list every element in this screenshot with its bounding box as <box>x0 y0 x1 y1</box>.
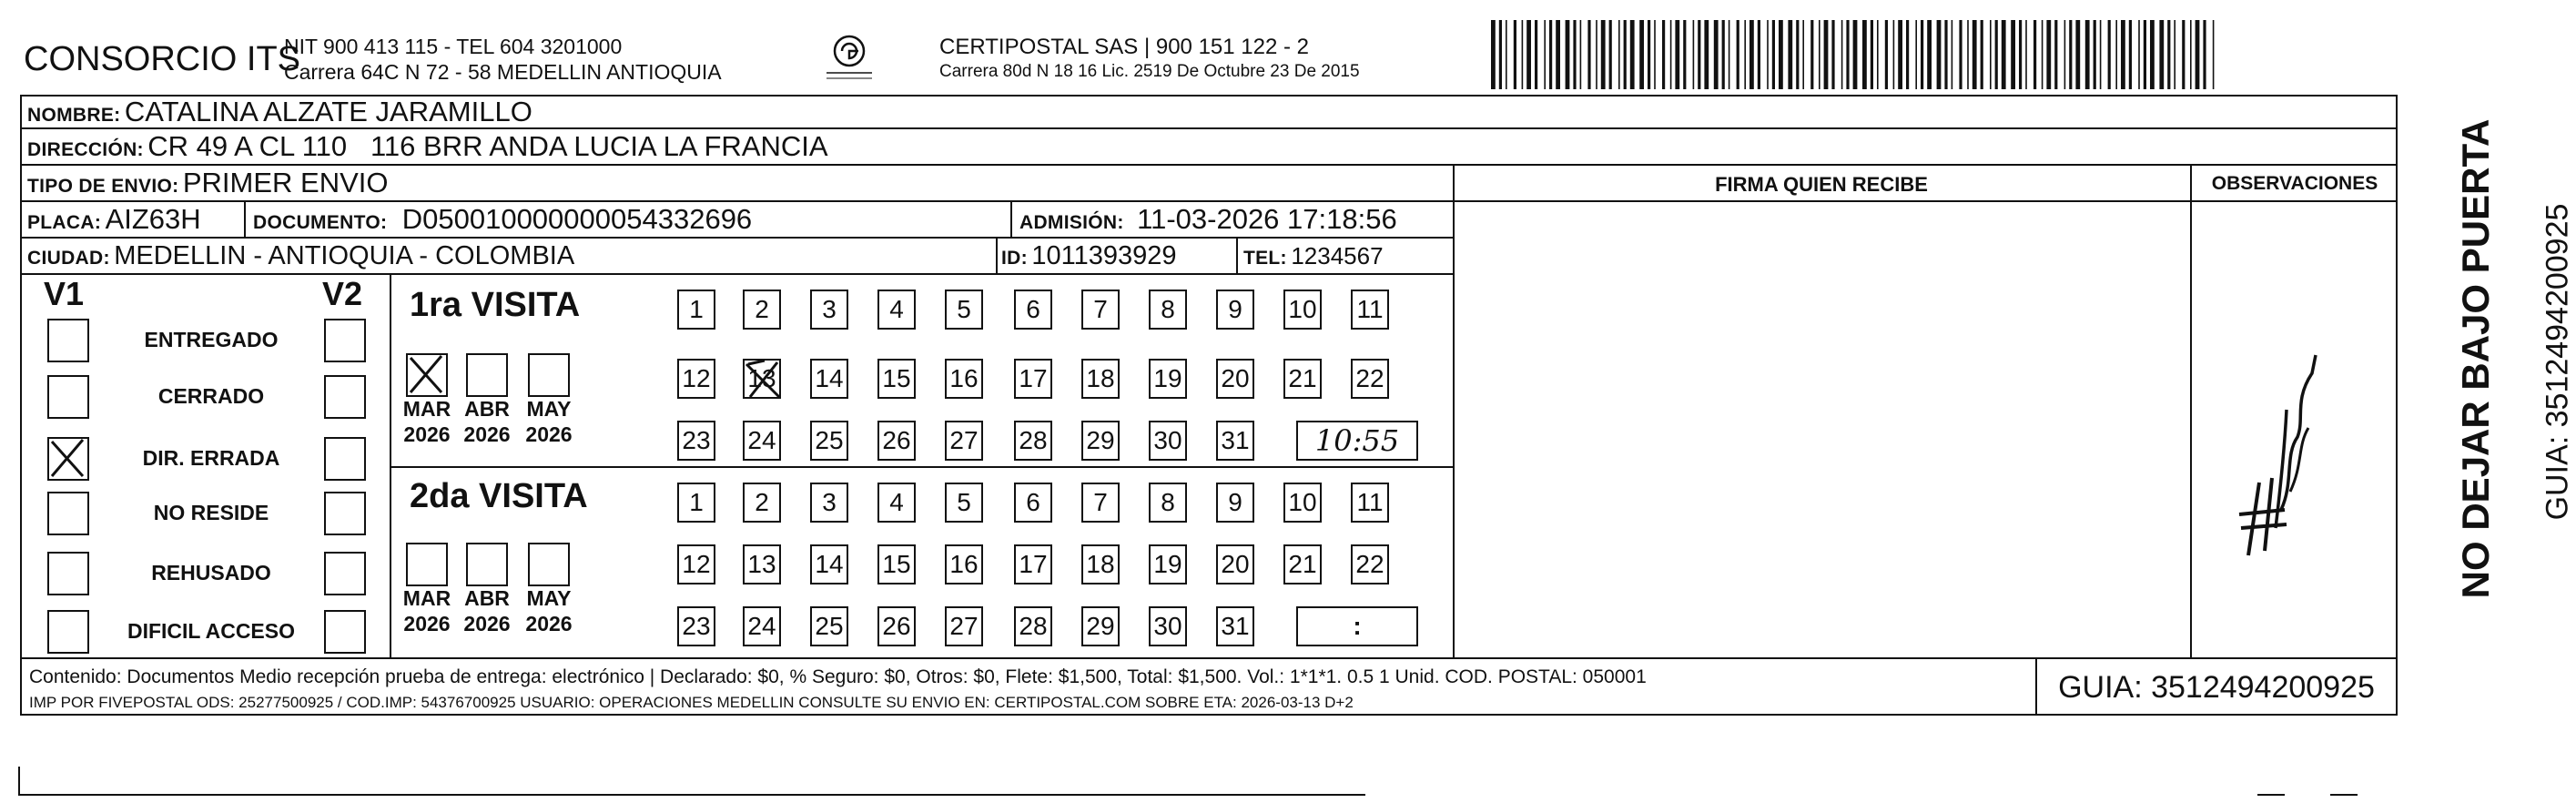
plate-value: AIZ63H <box>105 203 201 235</box>
visit1-day-box[interactable]: 17 <box>1014 359 1052 399</box>
name-label: NOMBRE: <box>27 105 121 126</box>
visit2-day-box[interactable]: 22 <box>1351 544 1389 584</box>
v2-checkbox[interactable] <box>324 375 366 419</box>
visit1-day-box[interactable]: 12 <box>677 359 715 399</box>
type-row <box>27 168 389 204</box>
status-label: DIR. ERRADA <box>142 446 280 470</box>
visit2-month-checkbox[interactable] <box>466 543 508 586</box>
visit1-year-label: 2026 <box>463 422 511 446</box>
address-row <box>27 131 828 168</box>
visit1-day-box[interactable]: 9 <box>1216 290 1254 330</box>
visit2-day-box[interactable]: 28 <box>1014 606 1052 646</box>
visit1-day-box[interactable]: 25 <box>810 421 848 461</box>
visit2-day-box[interactable]: 11 <box>1351 483 1389 523</box>
visit2-day-box[interactable]: 23 <box>677 606 715 646</box>
visit1-day-box[interactable]: 27 <box>945 421 983 461</box>
id-row <box>1001 240 1177 276</box>
visit1-day-box[interactable]: 10 <box>1283 290 1322 330</box>
visit1-day-box[interactable]: 16 <box>945 359 983 399</box>
side-warning: NO DEJAR BAJO PUERTA <box>2454 118 2497 599</box>
document-label: DOCUMENTO: <box>253 212 388 233</box>
status-label: NO RESIDE <box>153 501 269 524</box>
visit2-day-box[interactable]: 20 <box>1216 544 1254 584</box>
visit2-day-box[interactable]: 26 <box>877 606 916 646</box>
visit1-year-label: 2026 <box>525 422 573 446</box>
visit2-time-box[interactable]: : <box>1296 606 1418 646</box>
visit2-day-box[interactable]: 15 <box>877 544 916 584</box>
visit2-month-label: ABR <box>464 586 510 610</box>
visit1-day-box[interactable]: 26 <box>877 421 916 461</box>
visit1-day-box[interactable]: 22 <box>1351 359 1389 399</box>
visit2-day-box[interactable]: 13 <box>743 544 781 584</box>
address-value: CR 49 A CL 110 116 BRR ANDA LUCIA LA FRANCIA <box>147 130 828 162</box>
visit2-day-box[interactable]: 12 <box>677 544 715 584</box>
visit2-day-box[interactable]: 10 <box>1283 483 1322 523</box>
visit1-day-box[interactable]: 4 <box>877 290 916 330</box>
tel-label: TEL: <box>1243 248 1287 269</box>
document-row <box>253 204 752 240</box>
footer-guia: GUIA: 3512494200925 <box>2058 670 2375 705</box>
visit2-day-box[interactable]: 9 <box>1216 483 1254 523</box>
visit1-time-box[interactable]: 10:55 <box>1296 421 1418 461</box>
company-info-line-1: NIT 900 413 115 - TEL 604 3201000 <box>284 35 623 58</box>
carrier-line-1: CERTIPOSTAL SAS | 900 151 122 - 2 <box>939 35 1309 59</box>
visit2-day-box[interactable]: 6 <box>1014 483 1052 523</box>
visit2-day-box[interactable]: 3 <box>810 483 848 523</box>
visit2-day-box[interactable]: 17 <box>1014 544 1052 584</box>
visit2-day-box[interactable]: 4 <box>877 483 916 523</box>
visit1-day-box[interactable]: 13 <box>743 359 781 399</box>
v2-heading: V2 <box>322 275 363 312</box>
admission-row <box>1019 204 1397 240</box>
visit1-day-box[interactable]: 11 <box>1351 290 1389 330</box>
visit2-day-box[interactable]: 1 <box>677 483 715 523</box>
id-label: ID: <box>1001 248 1028 269</box>
v1-checkbox[interactable] <box>47 552 89 595</box>
visit2-day-box[interactable]: 19 <box>1149 544 1187 584</box>
v2-checkbox[interactable] <box>324 319 366 362</box>
visit2-day-box[interactable]: 25 <box>810 606 848 646</box>
certipostal-logo-icon <box>817 33 881 87</box>
visit1-year-label: 2026 <box>403 422 451 446</box>
visit1-day-box[interactable]: 18 <box>1081 359 1120 399</box>
visit1-day-box[interactable]: 19 <box>1149 359 1187 399</box>
plate-row <box>27 204 201 240</box>
observaciones-heading: OBSERVACIONES <box>2211 173 2378 194</box>
visit2-day-box[interactable]: 8 <box>1149 483 1187 523</box>
visit1-title: 1ra VISITA <box>410 286 581 324</box>
plate-label: PLACA: <box>27 212 102 233</box>
side-guia: GUIA: 3512494200925 <box>2540 203 2575 521</box>
admission-value: 11-03-2026 17:18:56 <box>1137 203 1397 235</box>
visit2-day-box[interactable]: 21 <box>1283 544 1322 584</box>
visit2-month-checkbox[interactable] <box>406 543 448 586</box>
status-label: CERRADO <box>157 384 265 408</box>
visit1-month-checkbox[interactable] <box>466 353 508 397</box>
v1-checkbox[interactable] <box>47 492 89 535</box>
visit2-day-box[interactable]: 7 <box>1081 483 1120 523</box>
visit2-day-box[interactable]: 18 <box>1081 544 1120 584</box>
visit1-day-box[interactable]: 21 <box>1283 359 1322 399</box>
v1-checkbox[interactable] <box>47 375 89 419</box>
visit1-month-label: MAR <box>402 397 451 421</box>
firma-heading: FIRMA QUIEN RECIBE <box>1715 173 1928 196</box>
v1-checkbox[interactable] <box>47 319 89 362</box>
visit2-day-box[interactable]: 16 <box>945 544 983 584</box>
barcode <box>1489 20 2217 89</box>
id-value: 1011393929 <box>1031 241 1177 270</box>
visit1-day-box[interactable]: 3 <box>810 290 848 330</box>
status-label: ENTREGADO <box>144 328 279 351</box>
v2-checkbox[interactable] <box>324 610 366 654</box>
tel-row <box>1243 240 1384 276</box>
visit1-day-box[interactable]: 8 <box>1149 290 1187 330</box>
company-info-line-2: Carrera 64C N 72 - 58 MEDELLIN ANTIOQUIA <box>284 60 722 84</box>
visit1-day-box[interactable]: 2 <box>743 290 781 330</box>
address-label: DIRECCIÓN: <box>27 139 144 160</box>
visit2-day-box[interactable]: 27 <box>945 606 983 646</box>
visit2-day-box[interactable]: 29 <box>1081 606 1120 646</box>
signature-scribble <box>2221 346 2330 564</box>
visit1-month-label: ABR <box>464 397 510 421</box>
v2-checkbox[interactable] <box>324 492 366 535</box>
visit1-day-box[interactable]: 29 <box>1081 421 1120 461</box>
visit2-day-box[interactable]: 30 <box>1149 606 1187 646</box>
footer-line-2: IMP POR FIVEPOSTAL ODS: 25277500925 / COD.IMP: 54376700925 USUARIO: OPERACIONES MEDELLIN CONSULTE SU ENVIO EN: CERTIPOSTAL.COM SOBRE ETA: 2026-03-13 D+2 <box>29 694 1354 711</box>
visit1-day-box[interactable]: 7 <box>1081 290 1120 330</box>
visit1-day-box[interactable]: 5 <box>945 290 983 330</box>
visit1-month-label: MAY <box>526 397 572 421</box>
carrier-line-2: Carrera 80d N 18 16 Lic. 2519 De Octubre 23 De 2015 <box>939 62 1360 81</box>
v2-checkbox[interactable] <box>324 437 366 481</box>
visit1-day-box[interactable]: 20 <box>1216 359 1254 399</box>
visit2-day-box[interactable]: 14 <box>810 544 848 584</box>
visit1-month-checkbox[interactable] <box>528 353 570 397</box>
visit1-day-box[interactable]: 14 <box>810 359 848 399</box>
visit2-title: 2da VISITA <box>410 477 588 515</box>
visit2-month-checkbox[interactable] <box>528 543 570 586</box>
city-label: CIUDAD: <box>27 248 110 269</box>
visit2-day-box[interactable]: 5 <box>945 483 983 523</box>
visit2-day-box[interactable]: 24 <box>743 606 781 646</box>
city-value: MEDELLIN - ANTIOQUIA - COLOMBIA <box>114 241 575 270</box>
type-label: TIPO DE ENVIO: <box>27 176 179 197</box>
document-value: D050010000000054332696 <box>401 203 753 235</box>
visit1-day-box[interactable]: 15 <box>877 359 916 399</box>
city-row <box>27 240 574 276</box>
visit1-day-box[interactable]: 6 <box>1014 290 1052 330</box>
visit1-month-checkbox[interactable] <box>406 353 448 397</box>
status-label: DIFICIL ACCESO <box>127 619 295 643</box>
visit2-year-label: 2026 <box>525 612 573 635</box>
visit1-day-box[interactable]: 24 <box>743 421 781 461</box>
v1-checkbox[interactable] <box>47 437 89 481</box>
name-value: CATALINA ALZATE JARAMILLO <box>124 96 532 127</box>
visit2-month-label: MAY <box>526 586 572 610</box>
v1-checkbox[interactable] <box>47 610 89 654</box>
footer-line-1: Contenido: Documentos Medio recepción prueba de entrega: electrónico | Declarado: $0, % Seguro: $0, Otros: $0, Flete: $1,500, Total: $1,500. Vol.: 1*1*1. 0.5 1 Unid. COD. POSTAL: 050001 <box>29 666 1647 687</box>
type-value: PRIMER ENVIO <box>182 167 389 198</box>
visit2-year-label: 2026 <box>403 612 451 635</box>
company-name: CONSORCIO ITS <box>24 40 301 78</box>
side-text-block <box>2403 118 2575 628</box>
tel-value: 1234567 <box>1291 242 1384 269</box>
v2-checkbox[interactable] <box>324 552 366 595</box>
visit1-day-box[interactable]: 30 <box>1149 421 1187 461</box>
status-label: REHUSADO <box>151 561 271 584</box>
visit2-month-label: MAR <box>402 586 451 610</box>
visit2-year-label: 2026 <box>463 612 511 635</box>
name-row <box>27 97 532 133</box>
visit1-day-box[interactable]: 23 <box>677 421 715 461</box>
visit2-day-box[interactable]: 2 <box>743 483 781 523</box>
v1-heading: V1 <box>44 275 85 312</box>
visit1-day-box[interactable]: 1 <box>677 290 715 330</box>
admission-label: ADMISIÓN: <box>1019 212 1124 233</box>
visit1-day-box[interactable]: 31 <box>1216 421 1254 461</box>
visit2-day-box[interactable]: 31 <box>1216 606 1254 646</box>
visit1-day-box[interactable]: 28 <box>1014 421 1052 461</box>
